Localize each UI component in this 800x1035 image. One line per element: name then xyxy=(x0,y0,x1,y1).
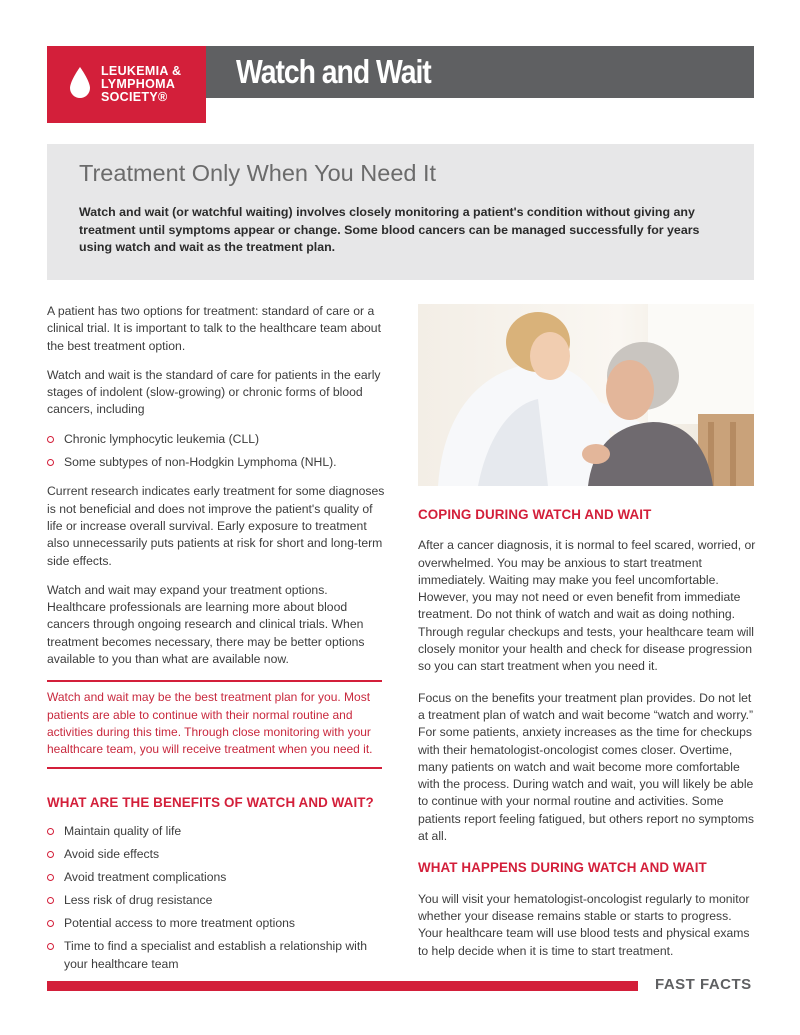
cancer-types-list xyxy=(47,431,387,472)
bullet-icon xyxy=(47,874,54,881)
paragraph-expand-options: Watch and wait may expand your treatment options. Healthcare professionals are learning more about blood cancers through ongoing research and clinical trials. When treatment becomes necessary, there may be better options available to you than what are available now. xyxy=(47,582,365,667)
footer-bar xyxy=(47,981,638,991)
callout-box: Watch and wait may be the best treatment plan for you. Most patients are able to continue with their normal routine and activities during this time. Through close monitoring with your healthcare team, you will receive treatment when you need it. xyxy=(47,680,382,768)
logo-line-1: LEUKEMIA & xyxy=(101,64,182,78)
bullet-icon xyxy=(47,436,54,443)
paragraph-coping-2: Focus on the benefits your treatment plan provides. Do not let a treatment plan of watch and wait become “watch and worry.” For some patients, anxiety increases as the time for checkups with their hematologist-oncologist comes closer. Overtime, many patients on watch and wait become more comfortable with the process. During watch and wait, you will likely be able to continue with your normal routine and activities. Some patients report feeling fatigued, but others report no symptoms at all. xyxy=(418,690,755,844)
paragraph-standard-of-care: Watch and wait is the standard of care for patients in the early stages of indolent (slow-growing) or chronic forms of blood cancers, including xyxy=(47,367,381,417)
bullet-icon xyxy=(47,897,54,904)
title-bar xyxy=(206,46,754,98)
list-item: Avoid treatment complications xyxy=(47,869,387,886)
list-item: Some subtypes of non-Hodgkin Lymphoma (NHL). xyxy=(47,454,387,471)
happens-heading: WHAT HAPPENS DURING WATCH AND WAIT xyxy=(418,860,707,876)
bullet-icon xyxy=(47,459,54,466)
photo-nurse-with-patient xyxy=(418,304,754,486)
intro-text: Watch and wait (or watchful waiting) involves closely monitoring a patient's condition without giving any treatment until symptoms appear or change. Some blood cancers can be managed successfully for years using watch and wait as the treatment plan. xyxy=(79,205,700,254)
logo-line-2: LYMPHOMA xyxy=(101,77,176,91)
page-title: Watch and Wait xyxy=(236,53,431,90)
bullet-icon xyxy=(47,828,54,835)
list-item: Avoid side effects xyxy=(47,846,387,863)
paragraph-happens-1: You will visit your hematologist-oncologist regularly to monitor whether your disease remains stable or starts to progress. Your healthcare team will use blood tests and physical exams to help decide when it is time to start treatment. xyxy=(418,891,750,958)
list-item: Potential access to more treatment options xyxy=(47,915,387,932)
intro-box xyxy=(47,144,754,280)
bullet-icon xyxy=(47,851,54,858)
blood-drop-icon xyxy=(69,66,91,100)
logo-line-3: SOCIETY® xyxy=(101,90,168,104)
benefits-heading: WHAT ARE THE BENEFITS OF WATCH AND WAIT? xyxy=(47,794,374,810)
lls-logo xyxy=(47,46,206,123)
logo-wordmark xyxy=(101,65,181,104)
list-item: Chronic lymphocytic leukemia (CLL) xyxy=(47,431,387,448)
left-column xyxy=(47,303,387,985)
paragraph-research: Current research indicates early treatment for some diagnoses is not beneficial and does not improve the patient's quality of life or increase overall survival. Early exposure to treatment also unnecessarily puts patients at risk for short and long-term side effects. xyxy=(47,484,385,568)
paragraph-coping-1: After a cancer diagnosis, it is normal to feel scared, worried, or overwhelmed. You may be anxious to start treatment immediately. Waiting may make you feel uncomfortable. However, you may not need or even benefit from immediate treatment. Do not think of watch and wait as doing nothing. Through regular checkups and tests, your healthcare team will closely monitor your health and check for disease progression so you can start treatment when you need it. xyxy=(418,538,756,674)
bullet-icon xyxy=(47,920,54,927)
benefits-list xyxy=(47,823,387,973)
list-item: Maintain quality of life xyxy=(47,823,387,840)
list-item: Less risk of drug resistance xyxy=(47,892,387,909)
right-column xyxy=(418,506,756,974)
list-item: Time to find a specialist and establish a relationship with your healthcare team xyxy=(47,938,387,973)
footer-label: FAST FACTS xyxy=(655,976,752,993)
paragraph-options: A patient has two options for treatment: standard of care or a clinical trial. It is important to talk to the healthcare team about the best treatment option. xyxy=(47,304,381,353)
coping-heading: COPING DURING WATCH AND WAIT xyxy=(418,507,652,522)
bullet-icon xyxy=(47,943,54,950)
intro-heading: Treatment Only When You Need It xyxy=(79,160,437,186)
